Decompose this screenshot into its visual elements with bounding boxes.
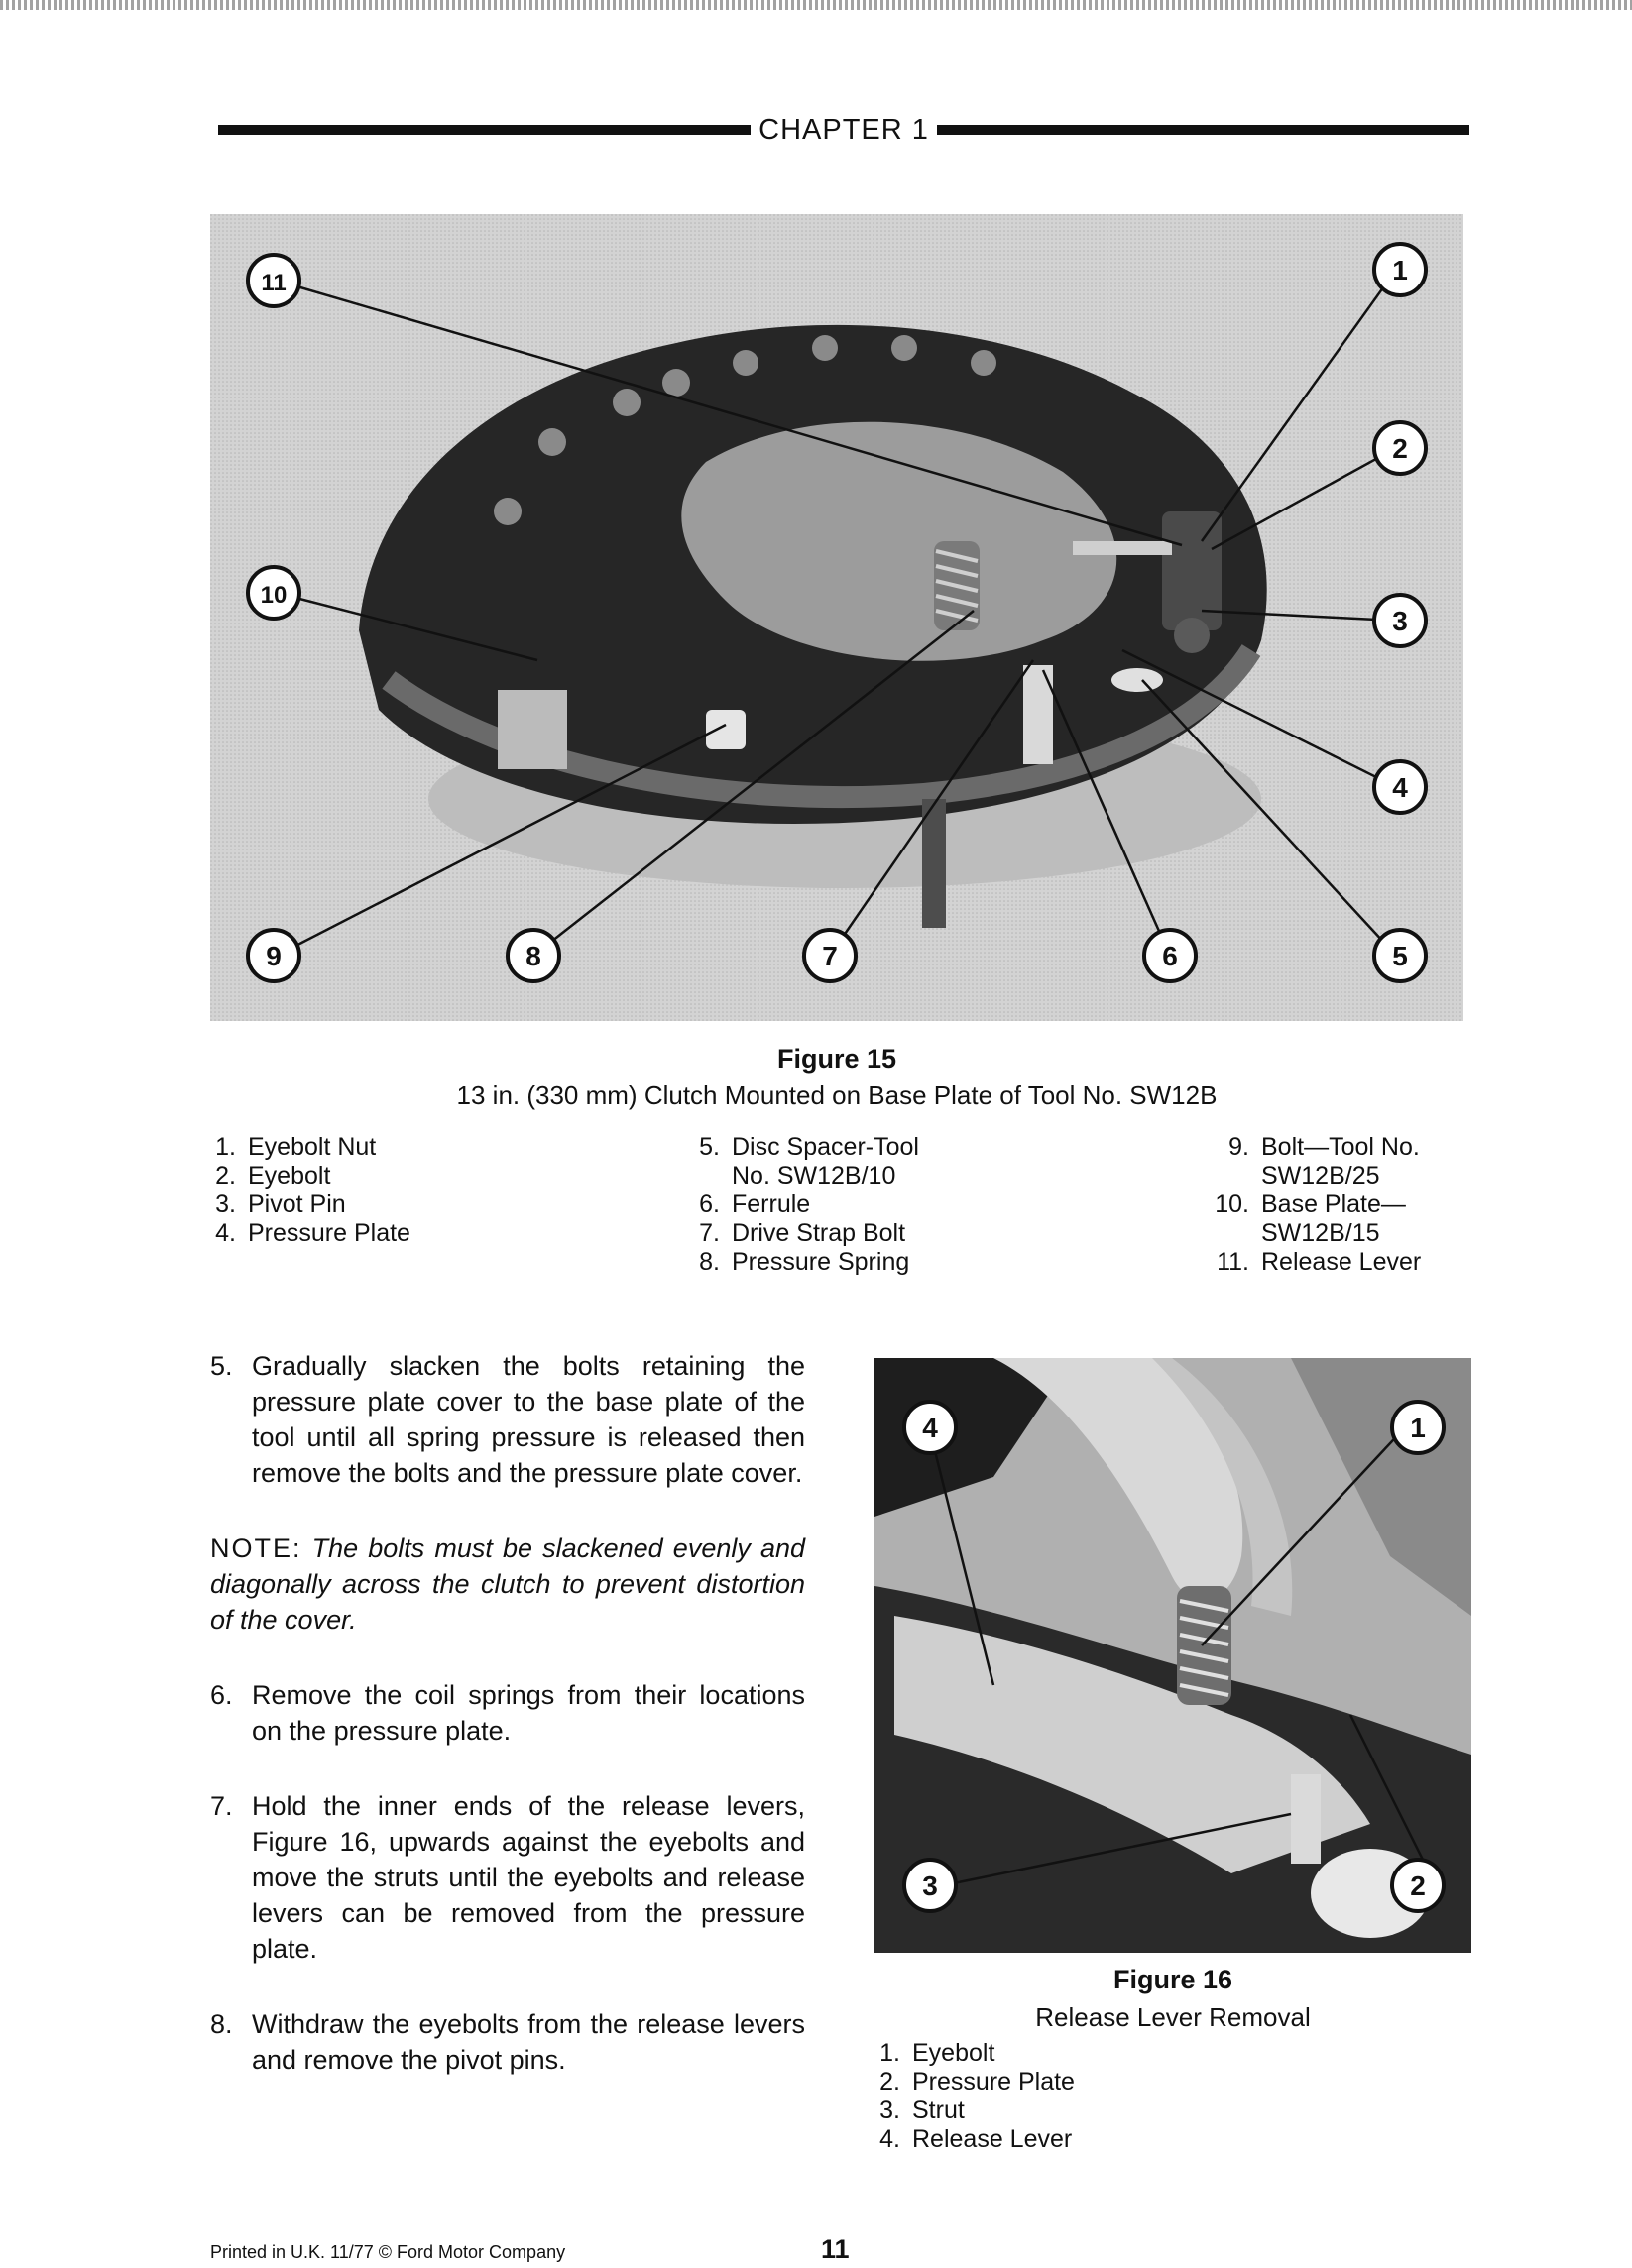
fig15-callout-11: 11 [261, 270, 287, 296]
fig15-callout-1: 1 [1392, 255, 1408, 285]
scan-edge-artifact [0, 0, 1632, 10]
legend-item: 4. Release Lever [879, 2125, 1073, 2153]
figure-16-photo [874, 1358, 1471, 1953]
fig15-callout-9: 9 [266, 941, 282, 971]
legend-item: 7. Drive Strap Bolt [699, 1219, 906, 1247]
step-8 [210, 2006, 805, 2078]
step-text: Hold the inner ends of the release levers, Figure 16, upwards against the eyebolts and move the struts until the eyebolts and release levers can be removed from the pressure plate. [252, 1791, 805, 1964]
chapter-rule-left [218, 125, 751, 135]
step-5 [210, 1348, 805, 1491]
figure-16-title: Figure 16 [1112, 1965, 1233, 1994]
chapter-rule-right [937, 125, 1469, 135]
step-text: Withdraw the eyebolts from the release levers and remove the pivot pins. [252, 2009, 805, 2075]
legend-item: 2. Eyebolt [215, 1162, 331, 1190]
legend-item: 3. Strut [879, 2097, 965, 2124]
legend-item: 1. Eyebolt Nut [215, 1133, 377, 1161]
legend-item: 2. Pressure Plate [879, 2068, 1075, 2096]
legend-item: 1. Eyebolt [879, 2039, 995, 2067]
step-text: Remove the coil springs from their locations on the pressure plate. [252, 1680, 805, 1746]
fig16-callout-4: 4 [922, 1413, 938, 1443]
fig15-callout-3: 3 [1392, 606, 1408, 636]
legend-item: 4. Pressure Plate [215, 1219, 410, 1247]
fig16-callout-3: 3 [922, 1871, 938, 1901]
step-number: 6. [210, 1680, 233, 1710]
figure-15-legend-col1 [210, 1133, 410, 1248]
figure-16-legend [874, 2039, 1075, 2154]
step-number: 7. [210, 1791, 233, 1821]
step-7 [210, 1788, 805, 1967]
fig15-callout-7: 7 [822, 941, 838, 971]
chapter-header [218, 112, 1469, 148]
step-text: Gradually slacken the bolts retaining the pressure plate cover to the base plate of the tool until all spring pressure is released then remove the bolts and the pressure plate cover. [252, 1351, 805, 1488]
fig15-callout-5: 5 [1392, 941, 1408, 971]
step-6 [210, 1677, 805, 1749]
instructions-column [210, 1348, 805, 2117]
legend-item: 3. Pivot Pin [215, 1191, 346, 1218]
fig15-callout-4: 4 [1392, 772, 1408, 803]
footer-printed-note: Printed in U.K. 11/77 © Ford Motor Company [210, 2242, 566, 2262]
chapter-title: CHAPTER 1 [758, 113, 929, 146]
step-number: 8. [210, 2009, 233, 2039]
fig15-callout-8: 8 [525, 941, 541, 971]
legend-item: 11. Release Lever [1217, 1248, 1422, 1276]
fig15-callout-2: 2 [1392, 433, 1408, 464]
figure-15-caption: 13 in. (330 mm) Clutch Mounted on Base Plate of Tool No. SW12B [456, 1080, 1218, 1110]
figure-15-title: Figure 15 [776, 1044, 897, 1074]
page-number: 11 [821, 2234, 850, 2264]
figure-15-legend-col3 [1212, 1133, 1421, 1277]
note [210, 1531, 805, 1638]
legend-item: 6. Ferrule [699, 1191, 811, 1218]
fig16-callout-2: 2 [1410, 1871, 1426, 1901]
legend-item: 5. Disc Spacer-Tool No. SW12B/10 [699, 1133, 919, 1190]
legend-item: 9. Bolt—Tool No. SW12B/25 [1228, 1133, 1420, 1190]
fig15-callout-6: 6 [1162, 941, 1178, 971]
fig16-callout-1: 1 [1410, 1413, 1426, 1443]
figure-16-caption: Release Lever Removal [1035, 2002, 1311, 2032]
note-text: The bolts must be slackened evenly and diagonally across the clutch to prevent distortion of the cover. [210, 1533, 805, 1635]
note-label: NOTE: [210, 1533, 302, 1563]
step-number: 5. [210, 1351, 233, 1381]
figure-15-legend-col2 [694, 1133, 919, 1277]
figure-15-photo [210, 214, 1463, 1021]
legend-item: 10. Base Plate— SW12B/15 [1215, 1191, 1406, 1247]
fig15-callout-10: 10 [260, 582, 288, 609]
legend-item: 8. Pressure Spring [699, 1248, 910, 1276]
